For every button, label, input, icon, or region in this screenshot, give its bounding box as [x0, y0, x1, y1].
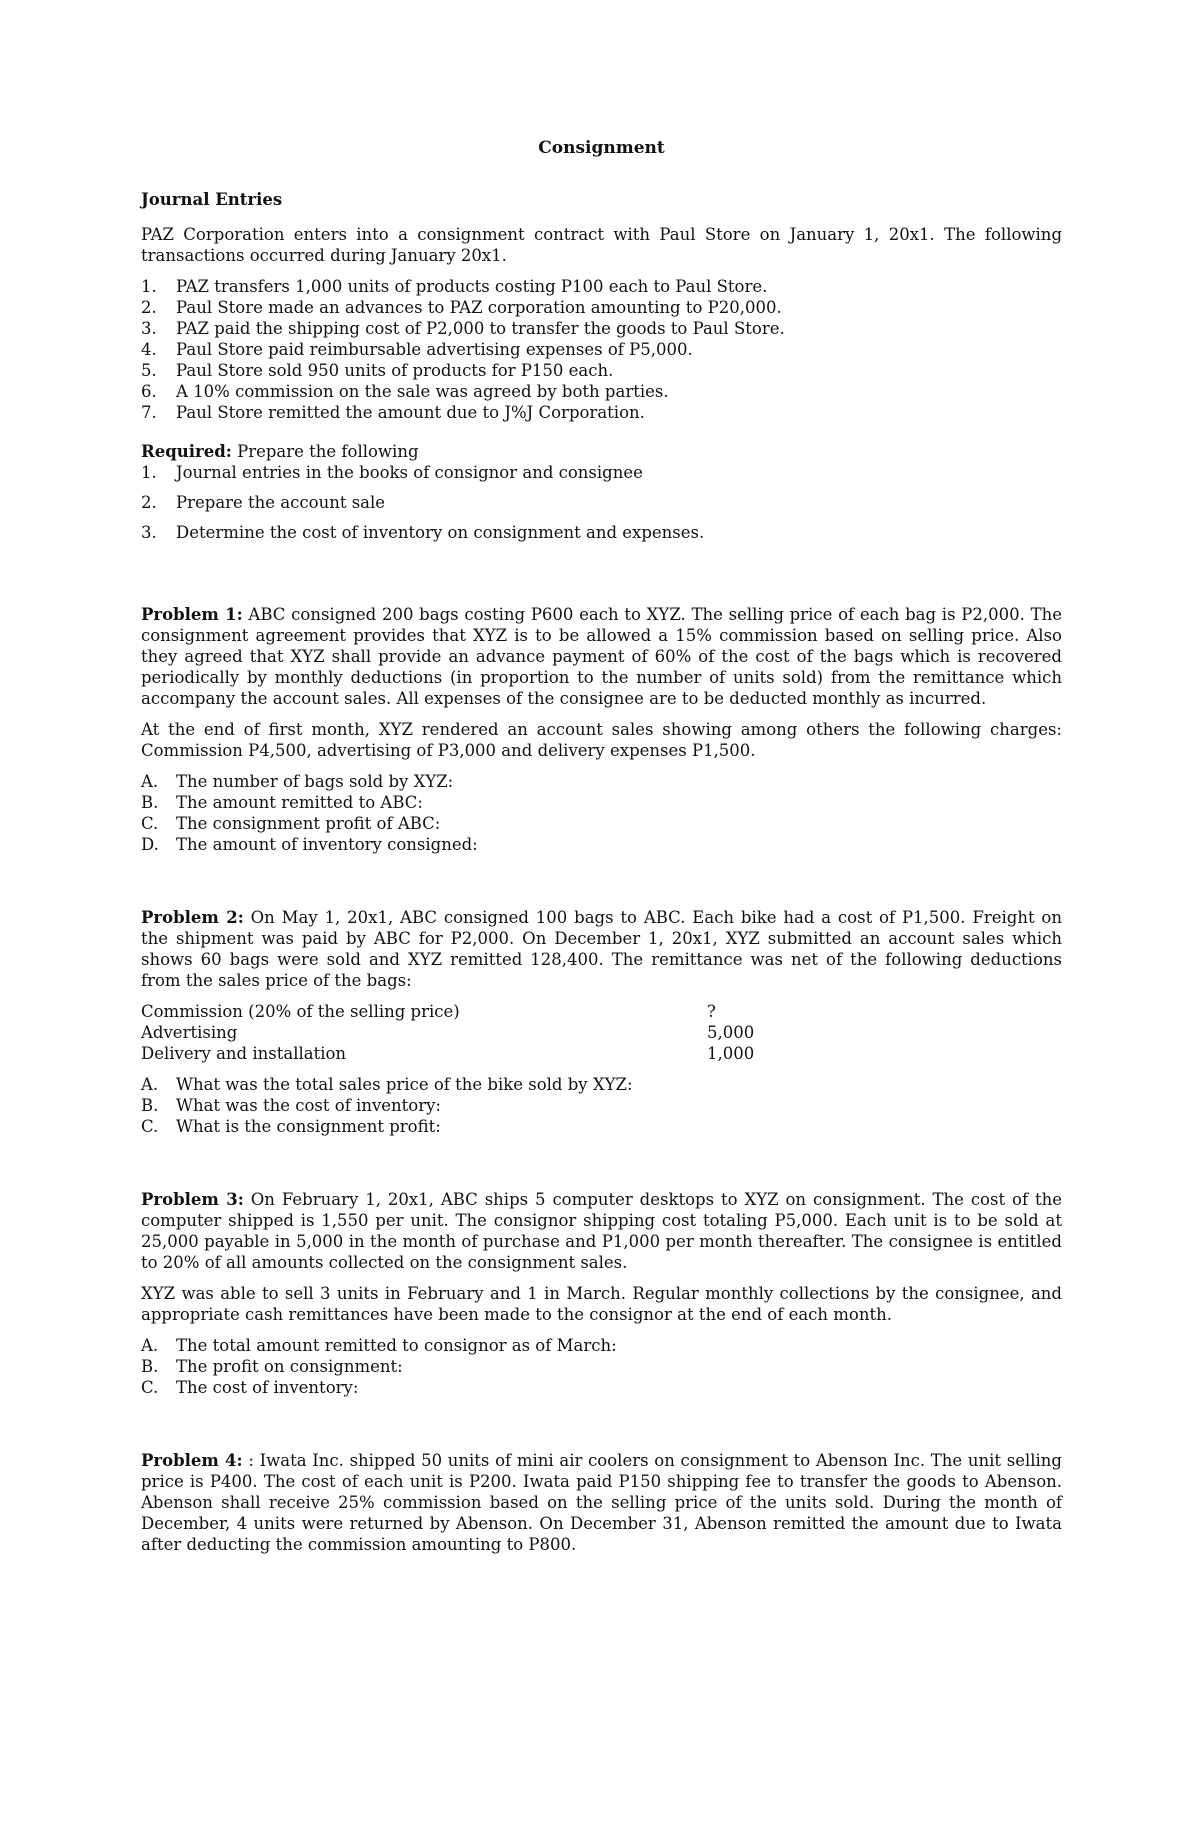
required-list	[141, 462, 1062, 543]
required-line	[141, 441, 1062, 462]
document-title: Consignment	[538, 138, 665, 158]
list-item: 1. PAZ transfers 1,000 units of products costing P100 each to Paul Store.	[141, 277, 768, 296]
problem-1-label: Problem 1:	[141, 605, 243, 624]
table-row: Delivery and installation 1,000	[141, 1044, 755, 1063]
transaction-list	[141, 276, 1062, 423]
problem-3-questions	[141, 1335, 1062, 1398]
list-item: 1. Journal entries in the books of consignor and consignee	[141, 463, 643, 482]
list-item: 7. Paul Store remitted the amount due to J%J Corporation.	[141, 403, 645, 422]
required-text: Prepare the following	[231, 442, 419, 461]
problem-1-text-2: At the end of first month, XYZ rendered an account sales showing among others the following charges: Commission P4,500, advertising of P3,000 and delivery expenses P1,500.	[141, 720, 1062, 760]
list-item: B. The amount remitted to ABC:	[141, 793, 423, 812]
table-row: Commission (20% of the selling price) ?	[141, 1002, 716, 1021]
table-row: Advertising 5,000	[141, 1023, 755, 1042]
problem-2-questions	[141, 1074, 1062, 1137]
journal-entries-heading: Journal Entries	[141, 190, 283, 209]
problem-3-label: Problem 3:	[141, 1190, 244, 1209]
problem-2-text: Problem 2: On May 1, 20x1, ABC consigned 100 bags to ABC. Each bike had a cost of P1,500. Freight on the shipment was paid by ABC for P2,000. On December 1, 20x1, XYZ submitted an account sales which shows 60 bags were sold and XYZ remitted 128,400. The remittance was net of the following deductions from the sales price of the bags:	[141, 908, 1062, 990]
list-item: B. What was the cost of inventory:	[141, 1096, 441, 1115]
list-item: C. What is the consignment profit:	[141, 1117, 441, 1136]
list-item: 5. Paul Store sold 950 units of products for P150 each.	[141, 361, 614, 380]
problem-2-label: Problem 2:	[141, 908, 244, 927]
list-item: 3. Determine the cost of inventory on consignment and expenses.	[141, 523, 705, 542]
list-item: A. The number of bags sold by XYZ:	[141, 772, 454, 791]
problem-3-text: Problem 3: On February 1, 20x1, ABC ships 5 computer desktops to XYZ on consignment. The cost of the computer shipped is 1,550 per unit. The consignor shipping cost totaling P5,000. Each unit is to be sold at 25,000 payable in 5,000 in the month of purchase and P1,000 per month thereafter. The consignee is entitled to 20% of all amounts collected on the consignment sales.	[141, 1190, 1062, 1272]
list-item: 4. Paul Store paid reimbursable advertising expenses of P5,000.	[141, 340, 693, 359]
list-item: 6. A 10% commission on the sale was agreed by both parties.	[141, 382, 669, 401]
list-item: C. The cost of inventory:	[141, 1378, 359, 1397]
list-item: 2. Prepare the account sale	[141, 493, 386, 512]
problem-4-label: Problem 4:	[141, 1451, 243, 1470]
list-item: 3. PAZ paid the shipping cost of P2,000 to transfer the goods to Paul Store.	[141, 319, 785, 338]
problem-3-text-2: XYZ was able to sell 3 units in February and 1 in March. Regular monthly collections by the consignee, and appropriate cash remittances have been made to the consignor at the end of each month.	[141, 1284, 1062, 1324]
deductions-table	[141, 1001, 1062, 1064]
list-item: D. The amount of inventory consigned:	[141, 835, 478, 854]
journal-intro: PAZ Corporation enters into a consignment contract with Paul Store on January 1, 20x1. The following transactions occurred during January 20x1.	[141, 225, 1062, 265]
list-item: C. The consignment profit of ABC:	[141, 814, 441, 833]
problem-1-questions	[141, 771, 1062, 855]
problem-4-text: Problem 4: : Iwata Inc. shipped 50 units of mini air coolers on consignment to Abenson Inc. The unit selling price is P400. The cost of each unit is P200. Iwata paid P150 shipping fee to transfer the goods to Abenson. Abenson shall receive 25% commission based on the selling price of the units sold. During the month of December, 4 units were returned by Abenson. On December 31, Abenson remitted the amount due to Iwata after deducting the commission amounting to P800.	[141, 1451, 1062, 1554]
list-item: 2. Paul Store made an advances to PAZ corporation amounting to P20,000.	[141, 298, 782, 317]
list-item: B. The profit on consignment:	[141, 1357, 403, 1376]
problem-1-text: Problem 1: ABC consigned 200 bags costing P600 each to XYZ. The selling price of each bag is P2,000. The consignment agreement provides that XYZ is to be allowed a 15% commission based on selling price. Also they agreed that XYZ shall provide an advance payment of 60% of the cost of the bags which is recovered periodically by monthly deductions (in proportion to the number of units sold) from the remittance which accompany the account sales. All expenses of the consignee are to be deducted monthly as incurred.	[141, 605, 1062, 708]
list-item: A. The total amount remitted to consignor as of March:	[141, 1336, 617, 1355]
required-label: Required:	[141, 442, 232, 461]
list-item: A. What was the total sales price of the bike sold by XYZ:	[141, 1075, 633, 1094]
